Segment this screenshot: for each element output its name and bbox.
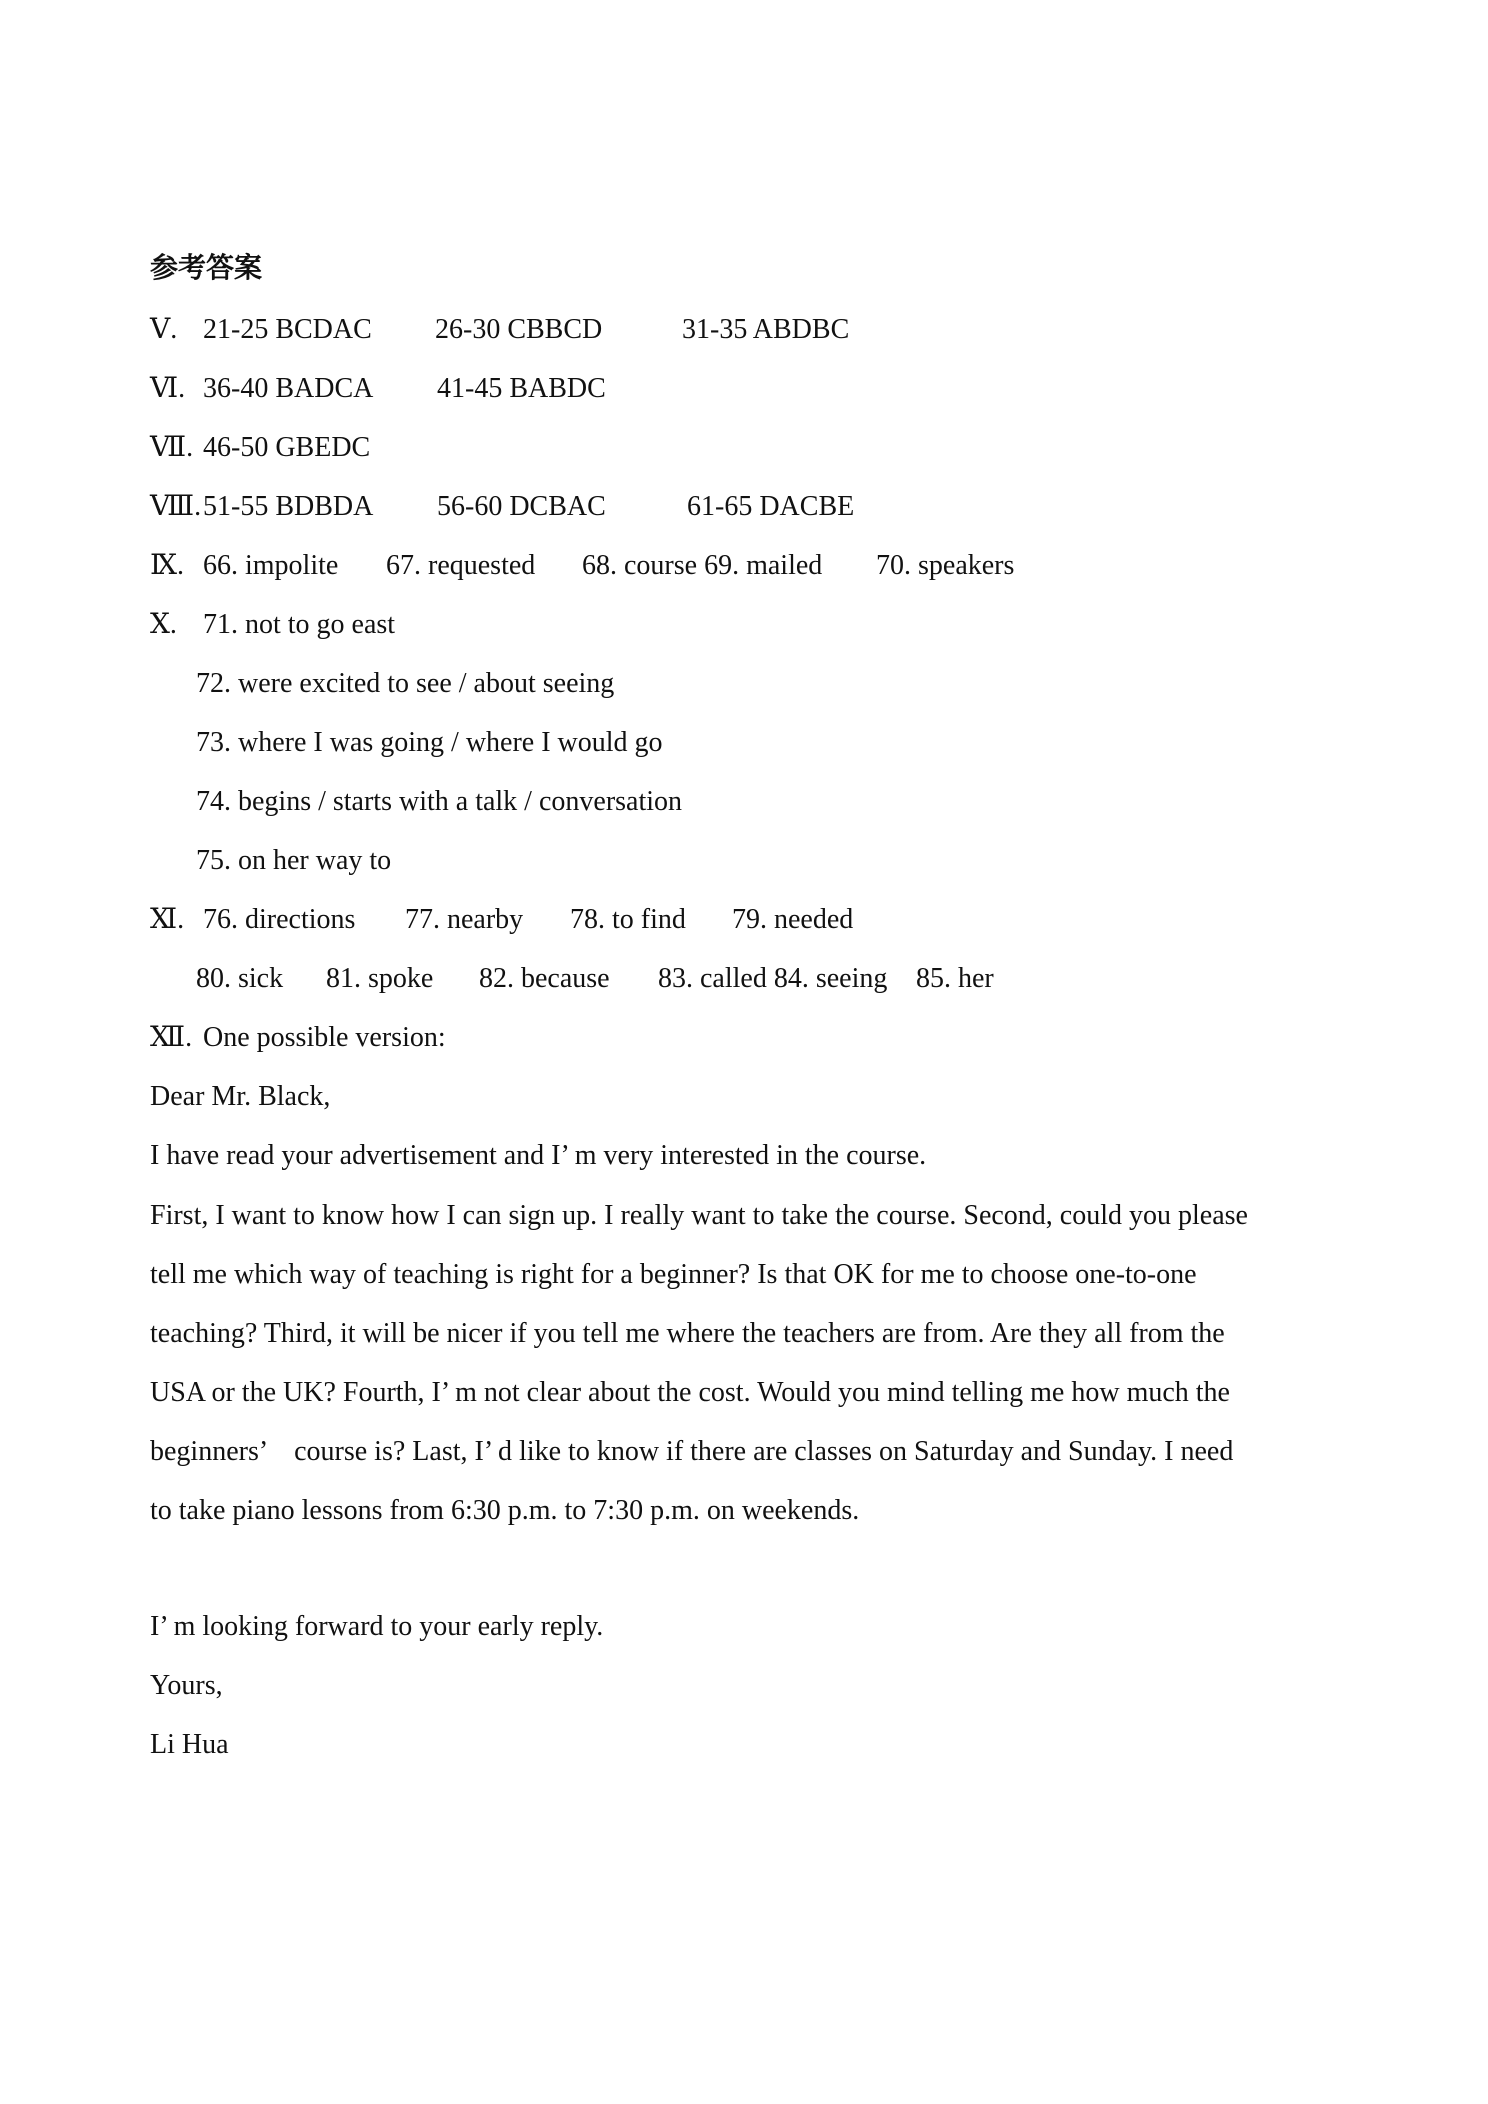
answer-item: 85. her — [916, 963, 994, 994]
section-xii — [150, 1018, 446, 1058]
answer-group: 31-35 ABDBC — [682, 314, 850, 345]
answer-item: 74. begins / starts with a talk / conversation — [196, 786, 683, 817]
answer-group: 26-30 CBBCD — [435, 314, 603, 345]
letter-signoff: Yours, — [150, 1670, 223, 1701]
answer-item: 78. to find — [570, 904, 686, 935]
answer-item: 66. impolite — [203, 550, 339, 581]
section-xi — [150, 900, 853, 940]
answer-group: 61-65 DACBE — [687, 491, 855, 522]
answer-item: 75. on her way to — [196, 845, 392, 876]
section-label: Ⅺ. — [150, 904, 185, 935]
section-label: Ⅶ. — [150, 432, 194, 463]
section-vi — [150, 369, 606, 409]
answer-item: 71. not to go east — [203, 609, 396, 640]
answer-group: 46-50 GBEDC — [203, 432, 371, 463]
section-label: Ⅻ. — [150, 1022, 193, 1053]
answer-item: 80. sick — [196, 963, 284, 994]
answer-item: 72. were excited to see / about seeing — [196, 668, 615, 699]
letter-body: First, I want to know how I can sign up. I really want to take the course. Second, could you please tell me which way of teaching is right for a beginner? Is that OK for me to choose one-to-one teaching? Third, it will be nicer if you tell me where the teachers are from. Are they all from the USA or the UK? Fourth, I’ m not clear about the cost. Would you mind telling me how much the beginners’ course is? Last, I’ d like to know if there are classes on Saturday and Sunday. I need to take piano lessons from 6:30 p.m. to 7:30 p.m. on weekends. — [150, 1200, 1248, 1526]
section-ix — [150, 546, 1014, 586]
section-x — [150, 605, 395, 645]
section-label: Ⅹ. — [150, 609, 177, 640]
section-label: Ⅵ. — [150, 373, 186, 404]
letter-opening: I have read your advertisement and I’ m very interested in the course. — [150, 1140, 927, 1171]
answer-group: 21-25 BCDAC — [203, 314, 372, 345]
answer-item: 67. requested — [386, 550, 536, 581]
answer-item: 83. called 84. seeing — [658, 963, 888, 994]
answer-item: 73. where I was going / where I would go — [196, 727, 663, 758]
answer-group: 51-55 BDBDA — [203, 491, 374, 522]
section-xi-row2 — [196, 959, 994, 999]
answer-item: 76. directions — [203, 904, 356, 935]
letter-closing: I’ m looking forward to your early reply. — [150, 1611, 604, 1642]
section-text: One possible version: — [203, 1022, 446, 1053]
letter-greeting: Dear Mr. Black, — [150, 1081, 331, 1112]
page-title: 参考答案 — [150, 251, 263, 284]
answer-group: 41-45 BABDC — [437, 373, 606, 404]
section-label: Ⅷ. — [150, 491, 202, 522]
letter-signature: Li Hua — [150, 1729, 229, 1760]
answer-item: 79. needed — [732, 904, 854, 935]
answer-item: 77. nearby — [405, 904, 524, 935]
section-viii — [150, 487, 854, 527]
section-vii — [150, 428, 370, 468]
answer-item: 82. because — [479, 963, 610, 994]
section-v — [150, 310, 849, 350]
answer-item: 68. course 69. mailed — [582, 550, 823, 581]
section-label: Ⅴ. — [150, 314, 178, 345]
answer-item: 81. spoke — [326, 963, 434, 994]
answer-group: 56-60 DCBAC — [437, 491, 606, 522]
section-label: Ⅸ. — [150, 550, 185, 581]
answer-group: 36-40 BADCA — [203, 373, 374, 404]
answer-item: 70. speakers — [876, 550, 1015, 581]
